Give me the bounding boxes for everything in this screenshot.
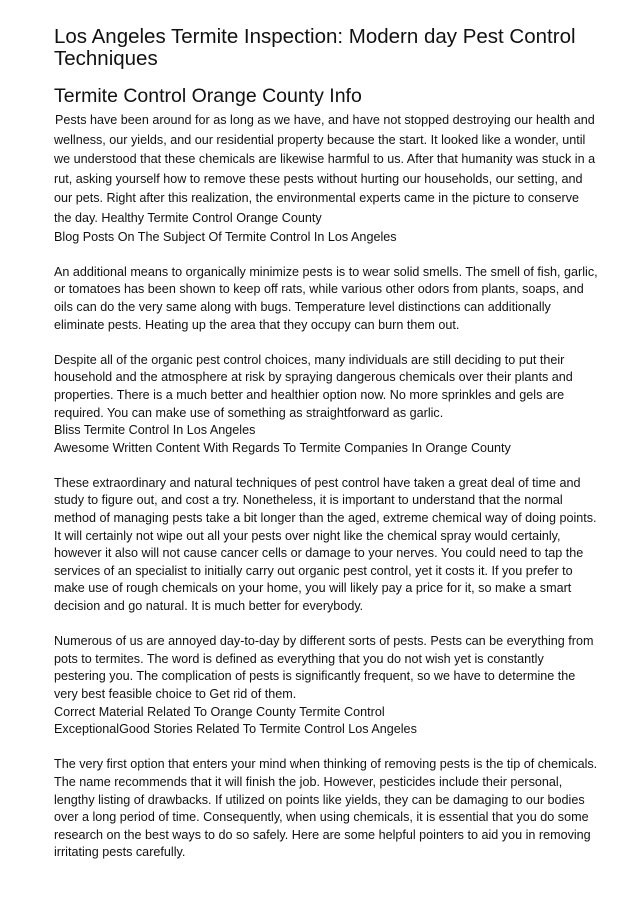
spacer <box>54 334 598 352</box>
document-title: Los Angeles Termite Inspection: Modern day Pest Control Techniques <box>54 25 576 70</box>
paragraph-4: These extraordinary and natural techniques of pest control have taken a great deal of time and study to figure out, and cost a try. Nonetheless, it is important to understand that the normal method of managing pests take a bit longer than the aged, extreme chemical way of doing points. It will certainly not wipe out all your pests over night like the chemical spray would certainly, however it also will not cause cancer cells or damage to your nerves. You could need to tap the services of an specialist to initially carry out organic pest control, yet it costs it. If you prefer to make use of rough chemicals on your home, you will likely pay a price for it, so make a smart decision and go natural. It is much better for everybody. <box>54 475 597 614</box>
spacer <box>54 739 598 757</box>
related-link-3[interactable]: Awesome Written Content With Regards To Termite Companies In Orange County <box>54 440 511 455</box>
paragraph-3: Despite all of the organic pest control choices, many individuals are still deciding to put their household and the atmosphere at risk by spraying dangerous chemicals over their plants and properties. There is a much better and healthier option now. No more sprinkles and gels are required. You can make use of something as straightforward as garlic. <box>54 352 573 420</box>
paragraph-5: Numerous of us are annoyed day-to-day by different sorts of pests. Pests can be everything from pots to termites. The word is defined as everything that you do not wish yet is constantly pestering you. The complication of pests is significantly frequent, so we have to determine the very best feasible choice to Get rid of them. <box>54 634 594 701</box>
related-link-2[interactable]: Bliss Termite Control In Los Angeles <box>54 423 256 438</box>
spacer <box>54 457 598 475</box>
paragraph-6: The very first option that enters your mind when thinking of removing pests is the tip of chemicals. The name recommends that it will finish the job. However, pesticides include their personal, lengthy listing of drawbacks. If utilized on points like yields, they can be damaging to our bodies over a long period of time. Consequently, when using chemicals, it is essential that you do some research on the best ways to do so safely. Here are some helpful pointers to aid you in removing irritating pests carefully. <box>54 757 598 860</box>
related-link-4[interactable]: Correct Material Related To Orange County Termite Control <box>54 704 385 719</box>
spacer <box>54 616 598 634</box>
paragraph-2: An additional means to organically minimize pests is to wear solid smells. The smell of fish, garlic, or tomatoes has been shown to keep off rats, while various other odors from plants, soaps, and oils can do the very same along with bugs. Temperature level distinctions can additionally eliminate pests. Heating up the area that they occupy can burn them out. <box>54 264 598 332</box>
related-link-5[interactable]: ExceptionalGood Stories Related To Termite Control Los Angeles <box>54 722 417 737</box>
document-subtitle: Termite Control Orange County Info <box>54 85 362 107</box>
spacer <box>54 246 598 264</box>
paragraph-1: Pests have been around for as long as we have, and have not stopped destroying our health and wellness, our yields, and our residential property because the start. It looked like a wonder, until we understood that these chemicals are likewise harmful to us. After that humanity was stuck in a rut, asking yourself how to remove these pests without hurting our households, our setting, and our pets. Right after this realization, the environmental experts came in the picture to conserve the day. Healthy Termite Control Orange County <box>54 113 596 225</box>
related-link-1[interactable]: Blog Posts On The Subject Of Termite Control In Los Angeles <box>54 229 397 244</box>
